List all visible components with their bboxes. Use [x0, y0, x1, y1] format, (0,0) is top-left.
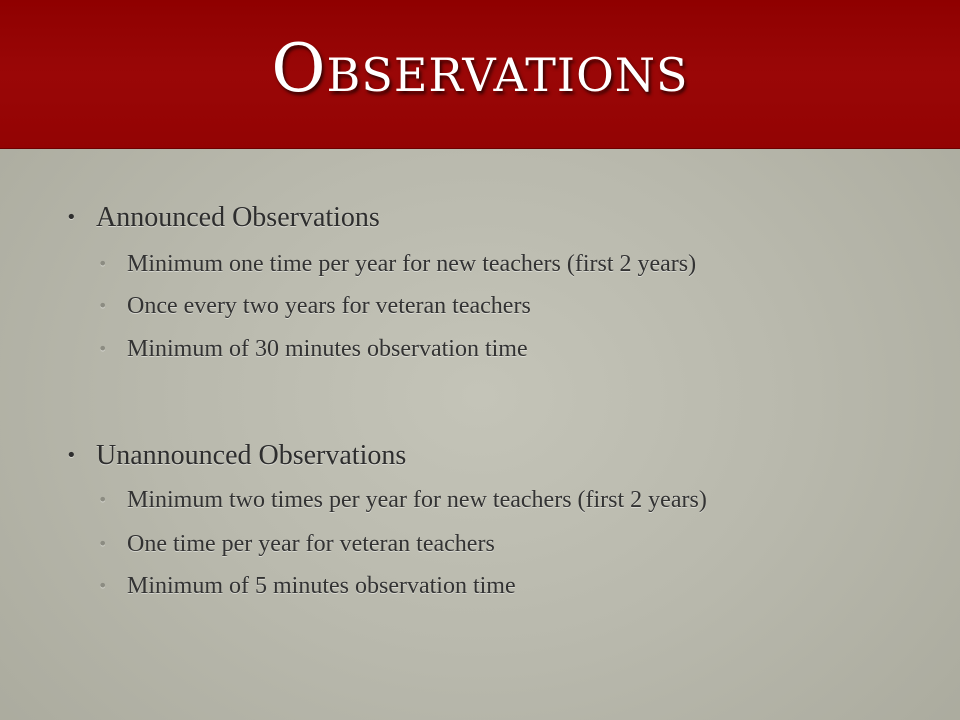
- list-item: [98, 572, 516, 600]
- list-item-text: Minimum one time per year for new teachers (first 2 years): [127, 251, 697, 277]
- list-item: [98, 250, 696, 278]
- bullet-icon: •: [98, 576, 108, 595]
- list-item: [98, 486, 707, 514]
- bullet-icon: •: [98, 534, 108, 553]
- bullet-icon: •: [98, 339, 108, 358]
- section-heading-label: Announced Observations: [96, 202, 380, 233]
- bullet-icon: •: [66, 207, 77, 228]
- section-heading-unannounced: [66, 440, 406, 472]
- slide-title: Observations: [271, 30, 689, 107]
- list-item: [98, 292, 531, 320]
- list-item-text: Minimum of 30 minutes observation time: [127, 336, 528, 362]
- bullet-icon: •: [98, 254, 108, 273]
- list-item-text: Once every two years for veteran teachers: [127, 293, 531, 319]
- bullet-icon: •: [98, 296, 108, 315]
- section-heading-announced: [66, 202, 380, 234]
- list-item: [98, 335, 528, 363]
- list-item-text: Minimum two times per year for new teachers (first 2 years): [127, 487, 707, 513]
- bullet-icon: •: [66, 445, 77, 466]
- bullet-icon: •: [98, 490, 108, 509]
- section-heading-label: Unannounced Observations: [96, 440, 407, 471]
- list-item-text: One time per year for veteran teachers: [127, 531, 495, 557]
- list-item: [98, 530, 495, 558]
- list-item-text: Minimum of 5 minutes observation time: [127, 573, 516, 599]
